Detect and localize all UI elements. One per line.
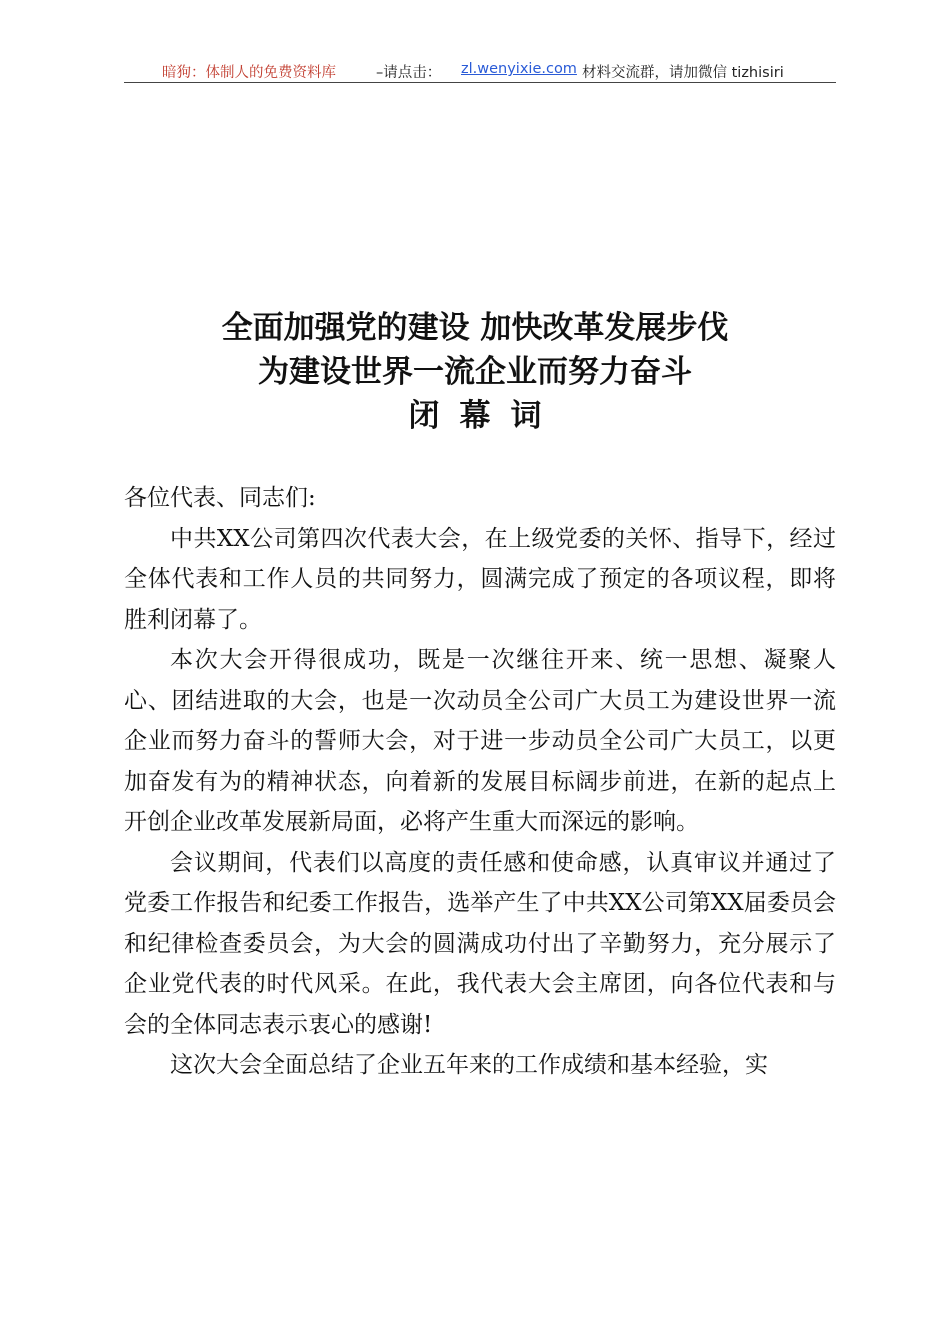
header-website-link[interactable]: zl.wenyixie.com: [461, 61, 577, 77]
header-divider: [124, 82, 836, 83]
title-line-2: 为建设世界一流企业而努力奋斗: [258, 354, 692, 390]
paragraph: 中共XX公司第四次代表大会，在上级党委的关怀、指导下，经过全体代表和工作人员的共同努力，圆满完成了预定的各项议程，即将胜利闭幕了。: [124, 525, 836, 633]
paragraph: 会议期间，代表们以高度的责任感和使命感，认真审议并通过了党委工作报告和纪委工作报告，选举产生了中共XX公司第XX届委员会和纪律检查委员会，为大会的圆满成功付出了辛勤努力，充分展示了企业党代表的时代风采。在此，我代表大会主席团，向各位代表和与会的全体同志表示衷心的感谢!: [124, 849, 836, 1038]
document-body: [124, 478, 836, 1086]
title-line-3: 闭幕词: [408, 398, 562, 434]
header-contact-text: 材料交流群，请加微信 tizhisiri: [582, 65, 784, 81]
salutation: 各位代表、同志们:: [124, 485, 316, 511]
title-line-1: 全面加强党的建设 加快改革发展步伐: [221, 310, 729, 346]
paragraph: 这次大会全面总结了企业五年来的工作成绩和基本经验，实: [170, 1052, 768, 1078]
page-header: [124, 58, 836, 82]
paragraph: 本次大会开得很成功，既是一次继往开来、统一思想、凝聚人心、团结进取的大会，也是一次动员全公司广大员工为建设世界一流企业而努力奋斗的誓师大会，对于进一步动员全公司广大员工，以更加奋发有为的精神状态，向着新的发展目标阔步前进，在新的起点上开创企业改革发展新局面，必将产生重大而深远的影响。: [124, 647, 836, 835]
header-brand-text: 暗狗：体制人的免费资料库: [162, 65, 336, 81]
header-prompt-text: –请点击：: [376, 65, 442, 81]
